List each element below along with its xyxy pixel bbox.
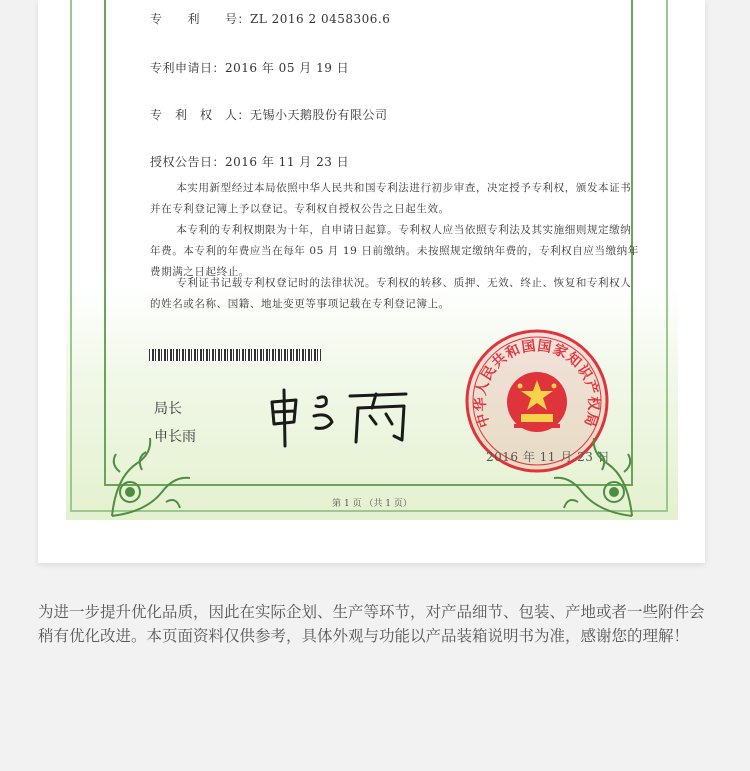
grant-date-label: 授权公告日： (150, 155, 226, 169)
certificate-card (38, 0, 705, 563)
patent-number-label: 专 利 号： (150, 12, 251, 26)
disclaimer-text: 为进一步提升优化品质，因此在实际企划、生产等环节，对产品细节、包装、产地或者一些附件会稍有优化改进。本页面资料仅供参考，具体外观与功能以产品装箱说明书为准，感谢您的理解！ (38, 603, 705, 645)
application-date-row (150, 59, 349, 76)
barcode (149, 349, 321, 361)
patentee-label: 专 利 权 人： (150, 108, 251, 122)
certificate-paragraph: 本实用新型经过本局依照中华人民共和国专利法进行初步审查，决定授予专利权，颁发本证书并在专利登记簿上予以登记。专利权自授权公告之日起生效。 (150, 182, 632, 215)
application-date-label: 专利申请日： (150, 61, 226, 75)
certificate-paragraph: 专利证书记载专利权登记时的法律状况。专利权的转移、质押、无效、终止、恢复和专利权人的姓名或名称、国籍、地址变更等事项记载在专利登记簿上。 (150, 277, 632, 310)
grant-date: 2016 年 11 月 23 日 (225, 155, 350, 169)
director-title: 局长 (154, 401, 182, 417)
patent-number-row (150, 10, 390, 27)
patentee-row (150, 106, 388, 123)
seal-date: 2016 年 11 月 23 日 (486, 450, 611, 464)
patent-certificate (66, 0, 678, 520)
patentee: 无锡小天鹅股份有限公司 (250, 108, 388, 122)
certificate-paragraph: 本专利的专利权期限为十年，自申请日起算。专利权人应当依照专利法及其实施细则规定缴纳年费。本专利的年费应当在每年 05 月 19 日前缴纳。未按照规定缴纳年费的，专利权自应当缴纳年费期满之日起终止。 (150, 224, 639, 278)
application-date: 2016 年 05 月 19 日 (225, 61, 350, 75)
director-name: 申长雨 (154, 429, 196, 445)
handwritten-signature (266, 388, 416, 448)
patent-number: ZL 2016 2 0458306.6 (250, 12, 391, 26)
svg-text:中华人民共和国国家知识产权局: 中华人民共和国国家知识产权局 (472, 338, 602, 430)
grant-date-row (150, 153, 349, 170)
page-number: 第 1 页 （共 1 页） (332, 499, 412, 509)
